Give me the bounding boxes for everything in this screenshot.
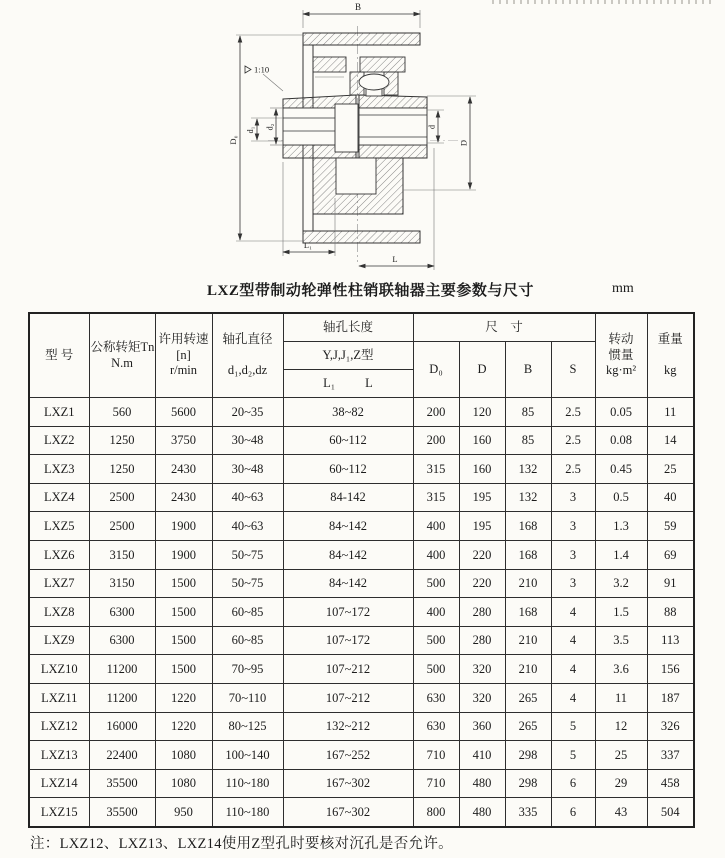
table-cell: LXZ8 — [29, 598, 89, 627]
col-header-L1-L — [283, 370, 413, 398]
table-cell: 480 — [459, 769, 505, 798]
table-cell: 3150 — [89, 540, 155, 569]
table-row — [29, 455, 694, 484]
torque-line2: N.m — [111, 355, 133, 370]
table-cell: 0.08 — [595, 426, 647, 455]
table-cell: 69 — [647, 540, 694, 569]
table-cell: 195 — [459, 512, 505, 541]
table-cell: 3 — [551, 512, 595, 541]
table-row — [29, 598, 694, 627]
col-header-weight — [647, 313, 694, 398]
bore-dia-line2: d₁,d₂,dz — [227, 363, 268, 378]
speed-line2: [n] — [176, 347, 191, 362]
table-cell: 950 — [155, 798, 212, 827]
table-cell: 84~142 — [283, 540, 413, 569]
table-cell: 85 — [505, 398, 551, 427]
table-cell: 88 — [647, 598, 694, 627]
table-cell: 3.5 — [595, 626, 647, 655]
table-cell: 3.2 — [595, 569, 647, 598]
table-cell: 1080 — [155, 769, 212, 798]
col-header-speed — [155, 313, 212, 398]
table-cell: 70~95 — [212, 655, 283, 684]
table-cell: 0.05 — [595, 398, 647, 427]
table-cell: 132~212 — [283, 712, 413, 741]
table-cell: 4 — [551, 598, 595, 627]
table-cell: 200 — [413, 426, 459, 455]
dim-label-b: B — [354, 2, 362, 12]
footnote: 注：LXZ12、LXZ13、LXZ14使用Z型孔时要核对沉孔是否允许。 — [30, 836, 453, 852]
table-cell: 167~252 — [283, 741, 413, 770]
table-cell: 11 — [595, 683, 647, 712]
bore-dia-line1: 轴孔直径 — [222, 332, 273, 347]
table-cell: 800 — [413, 798, 459, 827]
table-cell: 500 — [413, 569, 459, 598]
parameters-table — [28, 312, 695, 828]
table-cell: 315 — [413, 483, 459, 512]
table-cell: 1.4 — [595, 540, 647, 569]
taper-label: 1:10 — [254, 64, 270, 75]
table-cell: 3 — [551, 483, 595, 512]
table-cell: 3.6 — [595, 655, 647, 684]
table-cell: 167~302 — [283, 769, 413, 798]
speed-line1: 许用转速 — [158, 332, 209, 347]
table-cell: 3 — [551, 540, 595, 569]
table-cell: 710 — [413, 741, 459, 770]
table-cell: 315 — [413, 455, 459, 484]
table-cell: 59 — [647, 512, 694, 541]
cropped-text-fragment — [492, 0, 712, 4]
table-cell: 40~63 — [212, 483, 283, 512]
table-cell: 60~112 — [283, 455, 413, 484]
table-cell: 5600 — [155, 398, 212, 427]
page-title: LXZ型带制动轮弹性柱销联轴器主要参数与尺寸 — [207, 283, 534, 299]
table-cell: 630 — [413, 712, 459, 741]
table-row — [29, 626, 694, 655]
table-cell: 3750 — [155, 426, 212, 455]
table-row — [29, 540, 694, 569]
weight-line2: kg — [664, 363, 677, 378]
table-cell: 85 — [505, 426, 551, 455]
table-cell: 280 — [459, 626, 505, 655]
table-cell: LXZ13 — [29, 741, 89, 770]
table-cell: 500 — [413, 655, 459, 684]
table-cell: 195 — [459, 483, 505, 512]
table-cell: 1080 — [155, 741, 212, 770]
col-header-S: S — [551, 342, 595, 398]
table-row — [29, 483, 694, 512]
table-cell: 6 — [551, 769, 595, 798]
table-cell: 5 — [551, 712, 595, 741]
dim-label-d1: d₁ — [246, 126, 255, 134]
table-cell: 50~75 — [212, 569, 283, 598]
table-cell: 210 — [505, 626, 551, 655]
inertia-line2: 惯量 — [608, 347, 634, 362]
table-cell: 1.3 — [595, 512, 647, 541]
table-cell: 2430 — [155, 483, 212, 512]
table-cell: 70~110 — [212, 683, 283, 712]
table-cell: LXZ12 — [29, 712, 89, 741]
table-cell: 500 — [413, 626, 459, 655]
table-cell: 29 — [595, 769, 647, 798]
table-row — [29, 712, 694, 741]
dim-label-big-d: D — [458, 139, 469, 147]
table-cell: 200 — [413, 398, 459, 427]
table-cell: 2.5 — [551, 398, 595, 427]
table-cell: 220 — [459, 540, 505, 569]
label-L: L — [365, 376, 373, 391]
table-cell: 107~172 — [283, 598, 413, 627]
table-body — [29, 398, 694, 827]
table-cell: 1.5 — [595, 598, 647, 627]
table-cell: 60~85 — [212, 626, 283, 655]
table-cell: 6 — [551, 798, 595, 827]
table-cell: 156 — [647, 655, 694, 684]
table-cell: 320 — [459, 655, 505, 684]
weight-line1: 重量 — [657, 332, 683, 347]
table-cell: 480 — [459, 798, 505, 827]
table-cell: 80~125 — [212, 712, 283, 741]
table-cell: 280 — [459, 598, 505, 627]
table-cell: 1220 — [155, 683, 212, 712]
table-cell: 2.5 — [551, 455, 595, 484]
table-cell: 504 — [647, 798, 694, 827]
table-row — [29, 398, 694, 427]
table-cell: 210 — [505, 569, 551, 598]
table-cell: 100~140 — [212, 741, 283, 770]
table-cell: LXZ2 — [29, 426, 89, 455]
table-cell: 12 — [595, 712, 647, 741]
dim-label-l1: L₁ — [303, 240, 313, 250]
table-cell: 11200 — [89, 655, 155, 684]
table-cell: LXZ10 — [29, 655, 89, 684]
table-cell: 120 — [459, 398, 505, 427]
table-cell: 38~82 — [283, 398, 413, 427]
table-row — [29, 769, 694, 798]
table-cell: 4 — [551, 626, 595, 655]
table-cell: 2500 — [89, 512, 155, 541]
table-cell: 60~85 — [212, 598, 283, 627]
table-cell: 168 — [505, 598, 551, 627]
table-cell: LXZ4 — [29, 483, 89, 512]
table-row — [29, 741, 694, 770]
table-cell: 25 — [647, 455, 694, 484]
inertia-line3: kg·m² — [605, 363, 637, 378]
table-cell: 298 — [505, 769, 551, 798]
table-row — [29, 798, 694, 827]
table-cell: 5 — [551, 741, 595, 770]
table-cell: 60~112 — [283, 426, 413, 455]
table-cell: 410 — [459, 741, 505, 770]
table-cell: 107~212 — [283, 683, 413, 712]
table-cell: 298 — [505, 741, 551, 770]
table-row — [29, 655, 694, 684]
table-cell: 265 — [505, 712, 551, 741]
table-row — [29, 426, 694, 455]
table-cell: LXZ5 — [29, 512, 89, 541]
table-cell: 1900 — [155, 540, 212, 569]
table-cell: 160 — [459, 455, 505, 484]
table-cell: 84~142 — [283, 512, 413, 541]
table-cell: 25 — [595, 741, 647, 770]
table-cell: 20~35 — [212, 398, 283, 427]
table-cell: 110~180 — [212, 798, 283, 827]
table-cell: 11 — [647, 398, 694, 427]
col-header-D: D — [459, 342, 505, 398]
table-cell: 1500 — [155, 655, 212, 684]
dim-label-l: L — [392, 254, 398, 264]
table-cell: 1500 — [155, 598, 212, 627]
col-header-torque — [89, 313, 155, 398]
table-cell: 40 — [647, 483, 694, 512]
table-cell: 4 — [551, 683, 595, 712]
table-cell: 1250 — [89, 426, 155, 455]
table-cell: 132 — [505, 455, 551, 484]
col-header-D0: D₀ — [413, 342, 459, 398]
table-row — [29, 569, 694, 598]
table-cell: 2.5 — [551, 426, 595, 455]
table-cell: 458 — [647, 769, 694, 798]
table-cell: 107~212 — [283, 655, 413, 684]
table-cell: 50~75 — [212, 540, 283, 569]
table-cell: 210 — [505, 655, 551, 684]
table-cell: 360 — [459, 712, 505, 741]
col-header-bore-diameter — [212, 313, 283, 398]
table-cell: 187 — [647, 683, 694, 712]
table-cell: 2500 — [89, 483, 155, 512]
table-cell: 11200 — [89, 683, 155, 712]
table-cell: 113 — [647, 626, 694, 655]
table-cell: 1250 — [89, 455, 155, 484]
table-cell: 265 — [505, 683, 551, 712]
table-cell: LXZ14 — [29, 769, 89, 798]
table-cell: LXZ3 — [29, 455, 89, 484]
table-cell: 30~48 — [212, 455, 283, 484]
table-cell: 337 — [647, 741, 694, 770]
table-cell: 43 — [595, 798, 647, 827]
table-cell: 1500 — [155, 626, 212, 655]
table-cell: 160 — [459, 426, 505, 455]
table-cell: 3 — [551, 569, 595, 598]
table-cell: 320 — [459, 683, 505, 712]
unit-label: mm — [612, 281, 634, 296]
table-cell: 6300 — [89, 598, 155, 627]
coupling-drawing — [215, 0, 495, 276]
table-cell: 30~48 — [212, 426, 283, 455]
table-cell: 35500 — [89, 769, 155, 798]
table-cell: 1900 — [155, 512, 212, 541]
table-row — [29, 683, 694, 712]
table-cell: 35500 — [89, 798, 155, 827]
table-cell: LXZ9 — [29, 626, 89, 655]
torque-line1: 公称转矩Tn — [90, 339, 155, 354]
table-cell: 16000 — [89, 712, 155, 741]
table-cell: 400 — [413, 540, 459, 569]
table-cell: 168 — [505, 540, 551, 569]
table-cell: 22400 — [89, 741, 155, 770]
table-cell: 91 — [647, 569, 694, 598]
table-cell: 220 — [459, 569, 505, 598]
table-cell: 14 — [647, 426, 694, 455]
table-cell: 400 — [413, 512, 459, 541]
table-cell: 132 — [505, 483, 551, 512]
table-cell: LXZ6 — [29, 540, 89, 569]
table-cell: 0.5 — [595, 483, 647, 512]
dim-label-d2: d₂ — [265, 123, 275, 131]
table-cell: 560 — [89, 398, 155, 427]
table-cell: 2430 — [155, 455, 212, 484]
table-cell: LXZ7 — [29, 569, 89, 598]
table-cell: 110~180 — [212, 769, 283, 798]
table-cell: 84-142 — [283, 483, 413, 512]
table-cell: 335 — [505, 798, 551, 827]
table-cell: 326 — [647, 712, 694, 741]
table-cell: LXZ15 — [29, 798, 89, 827]
table-cell: 84~142 — [283, 569, 413, 598]
table-cell: 710 — [413, 769, 459, 798]
header-row-1 — [29, 313, 694, 342]
table-cell: 630 — [413, 683, 459, 712]
label-L1: L₁ — [323, 376, 336, 391]
col-header-B: B — [505, 342, 551, 398]
table-cell: 400 — [413, 598, 459, 627]
table-cell: 6300 — [89, 626, 155, 655]
dim-label-d0: D₀ — [228, 135, 238, 145]
table-cell: 107~172 — [283, 626, 413, 655]
table-cell: LXZ11 — [29, 683, 89, 712]
table-cell: LXZ1 — [29, 398, 89, 427]
table-cell: 168 — [505, 512, 551, 541]
table-cell: 1220 — [155, 712, 212, 741]
col-header-inertia — [595, 313, 647, 398]
table-cell: 1500 — [155, 569, 212, 598]
table-cell: 40~63 — [212, 512, 283, 541]
table-cell: 0.45 — [595, 455, 647, 484]
table-row — [29, 512, 694, 541]
inertia-line1: 转动 — [608, 332, 634, 347]
col-header-dimensions: 尺 寸 — [413, 313, 595, 342]
dim-label-d: d — [427, 125, 437, 129]
col-header-model: 型 号 — [29, 313, 89, 398]
col-header-bore-types: Y,J,J₁,Z型 — [283, 342, 413, 370]
col-header-bore-length: 轴孔长度 — [283, 313, 413, 342]
speed-line3: r/min — [169, 363, 198, 378]
table-cell: 4 — [551, 655, 595, 684]
table-cell: 167~302 — [283, 798, 413, 827]
table-cell: 3150 — [89, 569, 155, 598]
